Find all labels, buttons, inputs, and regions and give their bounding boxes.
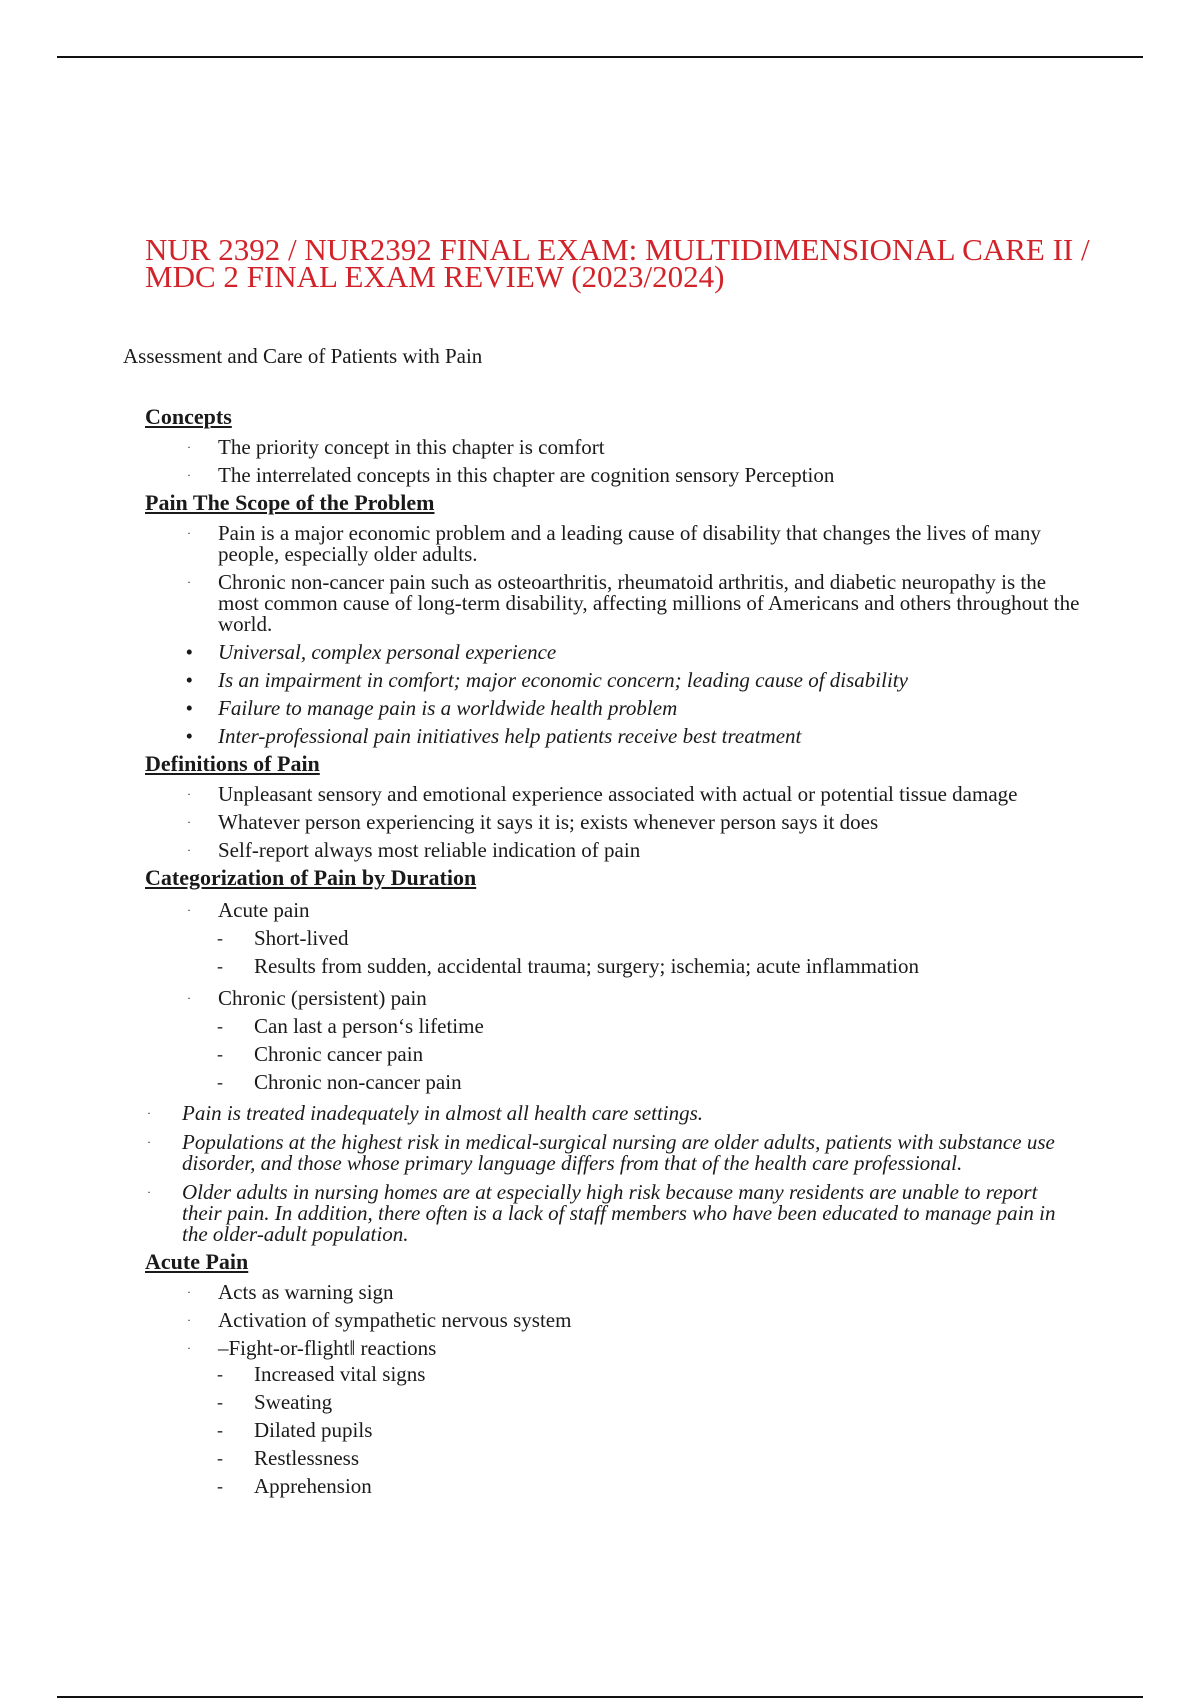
note-text: Populations at the highest risk in medical-surgical nursing are older adults, patients with substance use disorder, and those whose primary language differs from that of the health care professional. xyxy=(182,1130,1055,1175)
list-item-text: Self-report always most reliable indication of pain xyxy=(218,838,641,862)
sub-list-item xyxy=(0,1476,1200,1497)
bullet-marker: · xyxy=(187,468,191,482)
note-text: Pain is treated inadequately in almost all health care settings. xyxy=(182,1101,704,1125)
list-item-text: –Fight-or-flight‖ reactions xyxy=(218,1336,437,1360)
document-body xyxy=(0,404,1200,1497)
bullet-marker: · xyxy=(187,526,191,540)
bullet-marker: • xyxy=(185,696,193,720)
bullet-marker: • xyxy=(185,668,193,692)
bullet-marker: • xyxy=(185,724,193,748)
sub-list-item-text: Restlessness xyxy=(254,1446,359,1470)
sub-list-item xyxy=(0,956,1200,977)
bullet-marker: · xyxy=(187,843,191,857)
document-title: NUR 2392 / NUR2392 FINAL EXAM: MULTIDIMENSIONAL CARE II / MDC 2 FINAL EXAM REVIEW (2023/2024) xyxy=(145,232,1090,294)
sub-list-item xyxy=(0,1420,1200,1441)
sub-list-item xyxy=(0,1392,1200,1413)
dash-marker: - xyxy=(217,1420,223,1440)
list-item-text: Whatever person experiencing it says it is; exists whenever person says it does xyxy=(218,810,879,834)
list-item-text: The priority concept in this chapter is comfort xyxy=(218,435,605,459)
list-item-text: Chronic (persistent) pain xyxy=(218,986,427,1010)
list-item-text: Pain is a major economic problem and a leading cause of disability that changes the lives of many people, especially older adults. xyxy=(218,521,1041,566)
list-item xyxy=(0,1310,1200,1331)
list-item-text: Failure to manage pain is a worldwide health problem xyxy=(218,696,678,720)
sub-list-item-text: Increased vital signs xyxy=(254,1362,426,1386)
list-item-acute xyxy=(0,900,1200,921)
list-item xyxy=(0,840,1200,861)
bullet-marker: · xyxy=(187,1341,191,1355)
sub-list-item-text: Results from sudden, accidental trauma; surgery; ischemia; acute inflammation xyxy=(254,954,919,978)
sub-list-item xyxy=(0,1364,1200,1385)
bottom-rule xyxy=(57,1696,1143,1698)
list-item xyxy=(0,465,1200,486)
list-item-text: The interrelated concepts in this chapter are cognition sensory Perception xyxy=(218,463,835,487)
section-heading-concepts: Concepts xyxy=(145,404,232,429)
dash-marker: - xyxy=(217,1016,223,1036)
bullet-marker: · xyxy=(187,575,191,589)
sub-list-item-text: Short-lived xyxy=(254,926,349,950)
list-item-text: Chronic non-cancer pain such as osteoarthritis, rheumatoid arthritis, and diabetic neuropathy is the most common cause of long-term disability, affecting millions of Americans and others throughout the world. xyxy=(218,570,1080,636)
list-item xyxy=(0,523,1200,565)
dash-marker: - xyxy=(217,1392,223,1412)
bullet-marker: · xyxy=(187,903,191,917)
sub-list-item-text: Dilated pupils xyxy=(254,1418,373,1442)
document-subtitle: Assessment and Care of Patients with Pain xyxy=(123,344,483,368)
list-item xyxy=(0,572,1200,635)
list-item-text: Unpleasant sensory and emotional experience associated with actual or potential tissue damage xyxy=(218,782,1018,806)
bullet-marker: · xyxy=(147,1185,151,1199)
bullet-marker: · xyxy=(187,1285,191,1299)
list-item-text: Inter-professional pain initiatives help patients receive best treatment xyxy=(218,724,802,748)
list-item xyxy=(0,726,1200,747)
sub-list-item xyxy=(0,1016,1200,1037)
list-item xyxy=(0,670,1200,691)
note-text: Older adults in nursing homes are at especially high risk because many residents are unable to report their pain. In addition, there often is a lack of staff members who have been educated to manage pain in the older-adult population. xyxy=(182,1180,1056,1246)
list-item-text: Acts as warning sign xyxy=(218,1280,394,1304)
bullet-marker: · xyxy=(187,440,191,454)
list-item-text: Acute pain xyxy=(218,898,310,922)
top-rule xyxy=(57,56,1143,58)
note-item xyxy=(0,1182,1200,1245)
sub-list-item-text: Sweating xyxy=(254,1390,333,1414)
sub-list-item-text: Chronic cancer pain xyxy=(254,1042,424,1066)
list-item-text: Is an impairment in comfort; major economic concern; leading cause of disability xyxy=(218,668,908,692)
dash-marker: - xyxy=(217,1448,223,1468)
list-item-chronic xyxy=(0,988,1200,1009)
bullet-marker: · xyxy=(147,1135,151,1149)
dash-marker: - xyxy=(217,1476,223,1496)
note-item xyxy=(0,1103,1200,1124)
sub-list-item xyxy=(0,1072,1200,1093)
bullet-marker: · xyxy=(147,1106,151,1120)
sub-list-item xyxy=(0,928,1200,949)
list-item xyxy=(0,784,1200,805)
dash-marker: - xyxy=(217,956,223,976)
list-item xyxy=(0,812,1200,833)
section-heading-scope: Pain The Scope of the Problem xyxy=(145,490,435,515)
list-item-text: Activation of sympathetic nervous system xyxy=(218,1308,572,1332)
sub-list-item-text: Can last a person‘s lifetime xyxy=(254,1014,484,1038)
note-item xyxy=(0,1132,1200,1174)
sub-list-item-text: Apprehension xyxy=(254,1474,372,1498)
list-item xyxy=(0,1338,1200,1359)
dash-marker: - xyxy=(217,1364,223,1384)
section-heading-acute-pain: Acute Pain xyxy=(145,1249,249,1274)
section-heading-duration: Categorization of Pain by Duration xyxy=(145,865,477,890)
list-item xyxy=(0,642,1200,663)
list-item xyxy=(0,1282,1200,1303)
list-item xyxy=(0,698,1200,719)
sub-list-item-text: Chronic non-cancer pain xyxy=(254,1070,462,1094)
sub-list-item xyxy=(0,1448,1200,1469)
bullet-marker: · xyxy=(187,1313,191,1327)
section-heading-definitions: Definitions of Pain xyxy=(145,751,320,776)
dash-marker: - xyxy=(217,1044,223,1064)
bullet-marker: · xyxy=(187,815,191,829)
bullet-marker: · xyxy=(187,787,191,801)
bullet-marker: · xyxy=(187,991,191,1005)
list-item-text: Universal, complex personal experience xyxy=(218,640,557,664)
dash-marker: - xyxy=(217,928,223,948)
sub-list-item xyxy=(0,1044,1200,1065)
dash-marker: - xyxy=(217,1072,223,1092)
bullet-marker: • xyxy=(185,640,193,664)
list-item xyxy=(0,437,1200,458)
